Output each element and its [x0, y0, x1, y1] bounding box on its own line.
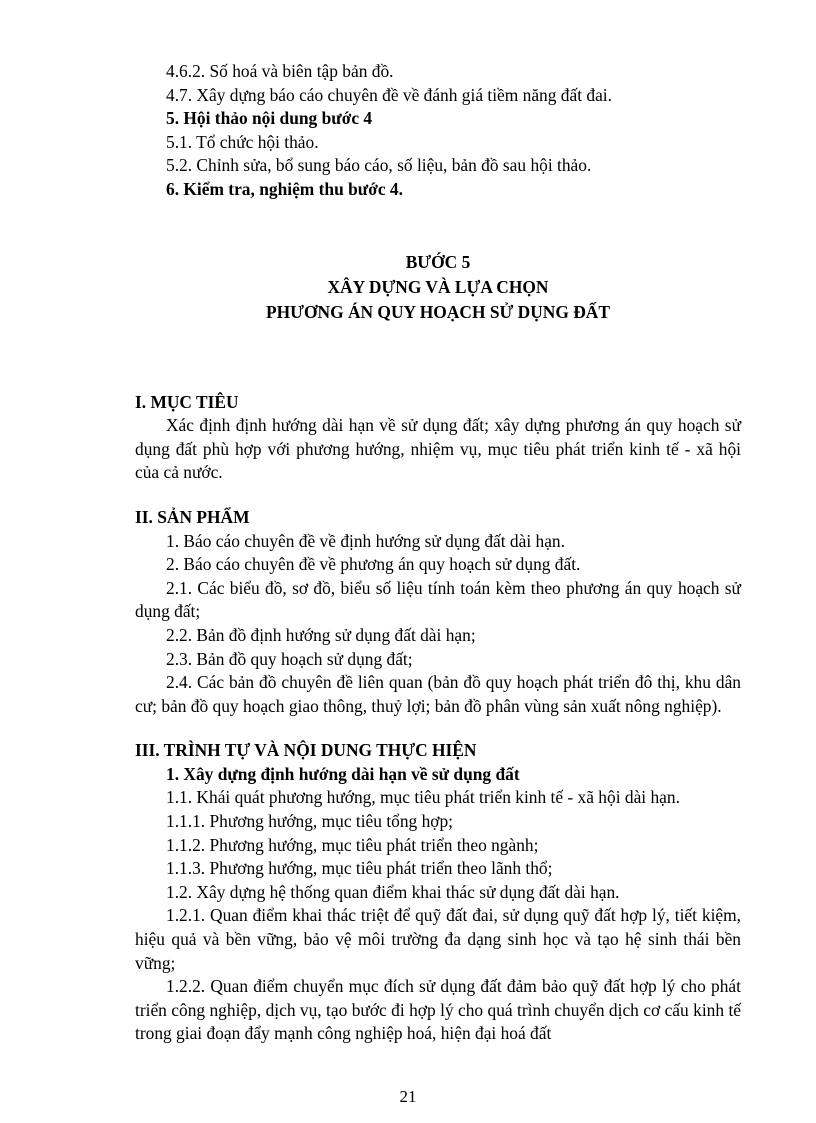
- list-item: 2.2. Bản đồ định hướng sử dụng đất dài hạn;: [166, 624, 476, 645]
- sequence-heading: III. TRÌNH TỰ VÀ NỘI DUNG THỰC HIỆN: [135, 740, 477, 761]
- list-item: 1.1.3. Phương hướng, mục tiêu phát triển theo lãnh thổ;: [166, 858, 553, 879]
- list-item: 2.1. Các biểu đồ, sơ đồ, biểu số liệu tính toán kèm theo phương án quy hoạch sử dụng đất;: [135, 577, 741, 622]
- list-item: 1.1. Khái quát phương hướng, mục tiêu phát triển kinh tế - xã hội dài hạn.: [166, 787, 680, 808]
- section-heading: 5. Hội thảo nội dung bước 4: [166, 108, 373, 129]
- page-number: 21: [399, 1087, 417, 1106]
- list-item: 1. Báo cáo chuyên đề về định hướng sử dụng đất dài hạn.: [166, 530, 565, 551]
- spacer: [135, 325, 741, 391]
- sequence-subheading: 1. Xây dựng định hướng dài hạn về sử dụng đất: [166, 763, 520, 784]
- text-line: 4.6.2. Số hoá và biên tập bản đồ.: [166, 61, 394, 81]
- step-title: [135, 250, 741, 325]
- step-title-line: PHƯƠNG ÁN QUY HOẠCH SỬ DỤNG ĐẤT: [266, 301, 610, 322]
- paragraph: Xác định định hướng dài hạn về sử dụng đất; xây dựng phương án quy hoạch sử dụng đất phù hợp với phương hướng, nhiệm vụ, mục tiêu phát triển kinh tế - xã hội của cả nước.: [135, 415, 741, 483]
- list-item: 1.2.1. Quan điểm khai thác triệt để quỹ đất đai, sử dụng quỹ đất hợp lý, tiết kiệm, hiệu quả và bền vững, bảo vệ môi trường đa dạng sinh học và tạo hệ sinh thái bền vững;: [135, 905, 741, 973]
- spacer: [135, 485, 741, 506]
- text-line: 5.1. Tổ chức hội thảo.: [166, 131, 319, 152]
- page-content: [135, 60, 741, 1046]
- objective-heading: I. MỤC TIÊU: [135, 391, 239, 412]
- list-item: 1.1.1. Phương hướng, mục tiêu tổng hợp;: [166, 811, 454, 832]
- text-line: 5.2. Chỉnh sửa, bổ sung báo cáo, số liệu, bản đồ sau hội thảo.: [166, 155, 592, 176]
- list-item: 1.1.2. Phương hướng, mục tiêu phát triển theo ngành;: [166, 834, 539, 855]
- spacer: [135, 718, 741, 739]
- text-line: 4.7. Xây dựng báo cáo chuyên đề về đánh giá tiềm năng đất đai.: [166, 84, 612, 105]
- list-item: 1.2.2. Quan điểm chuyển mục đích sử dụng đất đảm bảo quỹ đất hợp lý cho phát triển công nghiệp, dịch vụ, tạo bước đi hợp lý cho quá trình chuyển dịch cơ cấu kinh tế trong giai đoạn đẩy mạnh công nghiệp hoá, hiện đại hoá đất: [135, 976, 741, 1044]
- list-item: 2.4. Các bản đồ chuyên đề liên quan (bản đồ quy hoạch phát triển đô thị, khu dân cư; bản đồ quy hoạch giao thông, thuỷ lợi; bản đồ phân vùng sản xuất nông nghiệp).: [135, 672, 741, 716]
- list-item: 1.2. Xây dựng hệ thống quan điểm khai thác sử dụng đất dài hạn.: [166, 881, 620, 902]
- step-title-line: BƯỚC 5: [405, 251, 471, 272]
- list-item: 2.3. Bản đồ quy hoạch sử dụng đất;: [166, 648, 413, 669]
- step-title-line: XÂY DỰNG VÀ LỰA CHỌN: [327, 276, 549, 297]
- list-item: 2. Báo cáo chuyên đề về phương án quy hoạch sử dụng đất.: [166, 554, 581, 575]
- products-heading: II. SẢN PHẨM: [135, 506, 250, 527]
- section-heading: 6. Kiểm tra, nghiệm thu bước 4.: [166, 178, 403, 199]
